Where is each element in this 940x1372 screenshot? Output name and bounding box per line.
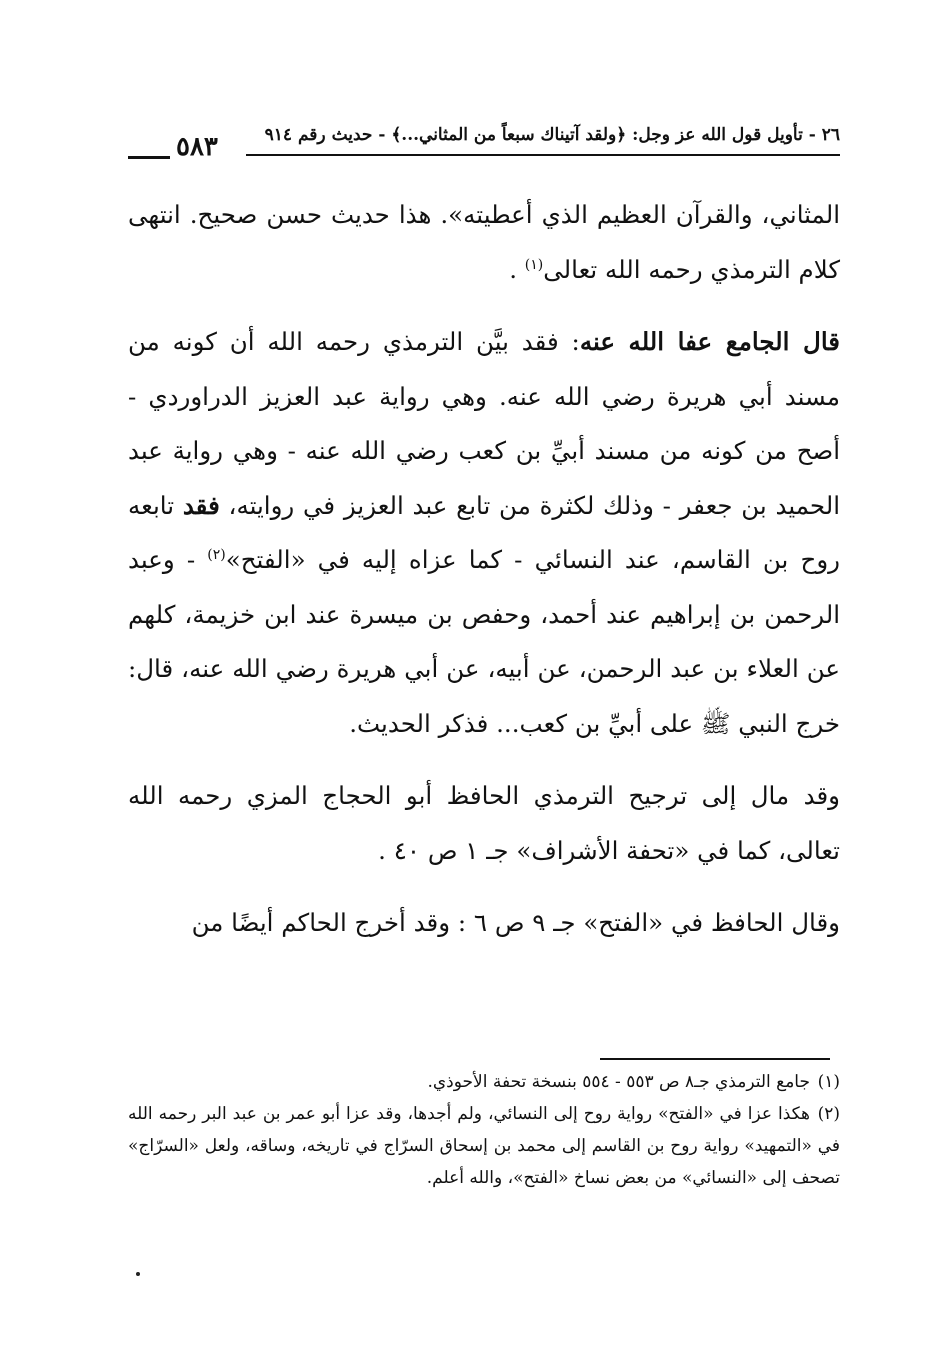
header-title: ٢٦ - تأويل قول الله عز وجل: ﴿ولقد آتيناك سبعاً من المثاني...﴾ - حديث رقم ٩١٤ — [264, 125, 840, 145]
paragraph-1-end: . — [509, 254, 525, 284]
running-header — [128, 124, 840, 164]
paragraph-2-text-a: : فقد بيَّن الترمذي رحمه الله أن كونه من مسند أبي هريرة رضي الله عنه. وهي رواية عبد العزيز الدراوردي - أصح من كونه من مسند أبيِّ بن كعب رضي الله عنه - وهي رواية عبد الحميد بن جعفر - وذلك لكثرة من تابع عبد العزيز في روايته، — [128, 327, 840, 520]
page-number: ٥٨٣ — [176, 132, 218, 162]
paragraph-1-text: المثاني، والقرآن العظيم الذي أعطيته». هذا حديث حسن صحيح. انتهى كلام الترمذي رحمه الله تعالى — [128, 200, 840, 284]
footnotes — [128, 1066, 840, 1194]
footnote-number: (٢) — [817, 1104, 840, 1124]
paragraph-1 — [128, 188, 840, 297]
footnote-text: هكذا عزا في «الفتح» رواية روح إلى النسائي، ولم أجدها، وقد عزا أبو عمر بن عبد البر رحمه الله في «التمهيد» رواية روح بن القاسم إلى محمد بن إسحاق السرّاج في تاريخه، وساقه، ولعل «السرّاج» تصحف إلى «النسائي» من بعض نساخ «الفتح»، والله أعلم. — [128, 1104, 840, 1188]
paragraph-2-text-c: - وعبد الرحمن بن إبراهيم عند أحمد، وحفص بن ميسرة عند ابن خزيمة، كلهم عن العلاء بن عبد الرحمن، عن أبيه، عن أبي هريرة رضي الله عنه، قال: خرج النبي ﷺ على أبيِّ بن كعب... فذكر الحديث. — [128, 545, 840, 738]
footnote-separator — [600, 1058, 830, 1060]
paragraph-4: وقال الحافظ في «الفتح» جـ ٩ ص ٦ : وقد أخرج الحاكم أيضًا من — [191, 908, 840, 937]
header-rule-right — [246, 154, 840, 156]
paragraph-2-bold: فقد — [182, 490, 220, 520]
footnote-ref-2: (٢) — [207, 546, 226, 563]
footnote-text: جامع الترمذي جـ٨ ص ٥٥٣ - ٥٥٤ بنسخة تحفة الأحوذي. — [427, 1072, 810, 1092]
header-rule-left — [128, 156, 170, 159]
scan-speck — [136, 1272, 140, 1276]
footnote-number: (١) — [817, 1072, 840, 1092]
paragraph-2-lead: قال الجامع عفا الله عنه — [579, 327, 841, 356]
footnote-2 — [128, 1098, 840, 1194]
footnote-ref-1: (١) — [524, 256, 544, 273]
footnote-1 — [128, 1066, 840, 1098]
paragraph-2 — [128, 315, 840, 751]
paragraph-2-text-b: تابعه روح بن القاسم، عند النسائي - كما عزاه إليه في «الفتح» — [128, 490, 840, 574]
paragraph-3: وقد مال إلى ترجيح الترمذي الحافظ أبو الحجاج المزي رحمه الله تعالى، كما في «تحفة الأشراف» جـ ١ ص ٤٠ . — [128, 781, 840, 865]
main-text — [128, 188, 840, 951]
